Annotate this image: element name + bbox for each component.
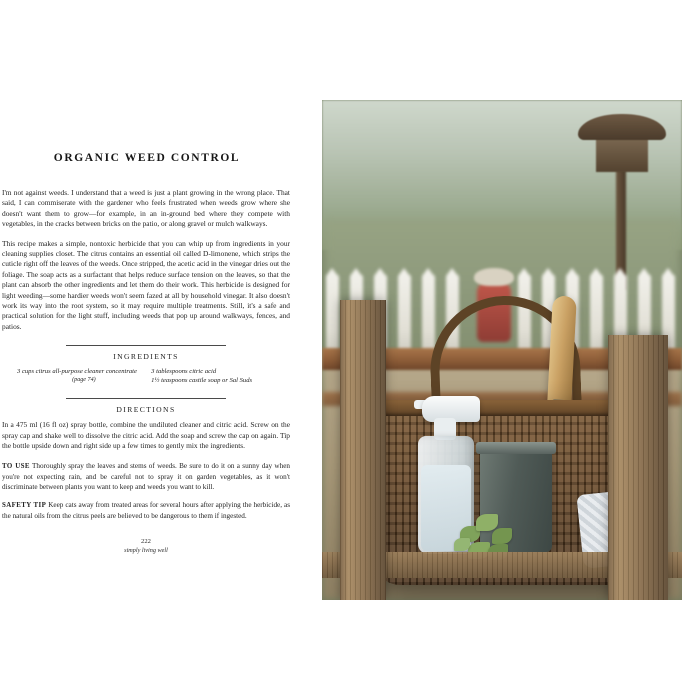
intro-paragraph-2: This recipe makes a simple, nontoxic herbicide that you can whip up from ingredients in your cleaning supplies closet. The citrus contains an essential oil called D-limonene, which strips the cuticle right off the leaves of the weeds. Once stripped, the acetic acid in the vinegar dries out the foliage. The soap acts as a surfactant that helps reduce surface tension on the leaves, so that the plant can absorb the other ingredients and let them do their work. This herbicide is designed for light weeding—some hardier weeds won't seem fazed at all by household vinegar. It also doesn't work its way into the root system, so it may require multiple treatments. Still, it's a safe and practical solution for the light stuff, including weeds that pop up around walkways, fences, and patios. bbox=[2, 238, 290, 331]
ingredients-column-right bbox=[151, 367, 275, 385]
body-column bbox=[0, 188, 290, 555]
ingredient-item: 3 tablespoons citric acid bbox=[151, 368, 217, 376]
page-title: ORGANIC WEED CONTROL bbox=[53, 152, 241, 164]
divider-directions bbox=[66, 398, 226, 399]
foreground-fence-post-left bbox=[340, 300, 386, 600]
ingredients-heading: INGREDIENTS bbox=[113, 352, 179, 362]
directions-body: In a 475 ml (16 fl oz) spray bottle, combine the undiluted cleaner and citric acid. Screw on the spray cap and shake well to dissolve the citric acid. Add the soap and screw the cap on again. Tip the bottle upside down and right side up a few times to gently mix the ingredients. bbox=[2, 420, 290, 451]
ingredients-column-left bbox=[17, 367, 141, 385]
photo-page bbox=[322, 100, 682, 600]
ingredient-item: 1½ teaspoons castile soap or Sal Suds bbox=[151, 377, 253, 385]
tip-safety bbox=[2, 500, 290, 521]
directions-heading: DIRECTIONS bbox=[116, 405, 176, 415]
foreground-fence-post-right bbox=[608, 335, 668, 600]
ingredients-list bbox=[17, 367, 275, 385]
tip-label: TO USE bbox=[2, 462, 30, 470]
ingredient-item: 3 cups citrus all-purpose cleaner concentrate bbox=[17, 368, 137, 376]
recipe-text-page bbox=[0, 100, 300, 600]
directions-block bbox=[2, 420, 290, 521]
ingredient-note: (page 74) bbox=[72, 377, 96, 384]
child-hat bbox=[474, 268, 514, 286]
garden-basket-photo bbox=[322, 100, 682, 600]
tip-to-use bbox=[2, 461, 290, 492]
metal-tin-rim bbox=[476, 442, 556, 454]
tip-label: SAFETY TIP bbox=[2, 501, 47, 509]
book-title-footer: simply living well bbox=[124, 546, 168, 554]
intro-paragraph-1: I'm not against weeds. I understand that a weed is just a plant growing in the wrong place. That said, I can commiserate with the gardener who feels frustrated when weeds grow where she doesn't want them to grow—for example, in an in-ground bed where they compete with vegetables, in the cracks between bricks on the patio, or along gravel or mulch walkways. bbox=[2, 188, 290, 229]
tip-text: Keep cats away from treated areas for several hours after applying the herbicide, as the natural oils from the citrus peels are believed to be dangerous to them if ingested. bbox=[2, 500, 291, 520]
tip-text: Thoroughly spray the leaves and stems of weeds. Be sure to do it on a sunny day when you're not expecting rain, and be careful not to spray it on garden vegetables, as it won't discriminate between plants you want to keep and weeds you want to kill. bbox=[2, 461, 291, 491]
page-number: 222 bbox=[141, 537, 151, 545]
divider-ingredients bbox=[66, 345, 226, 346]
bird-feeder-body bbox=[596, 138, 648, 172]
folio bbox=[2, 537, 290, 555]
